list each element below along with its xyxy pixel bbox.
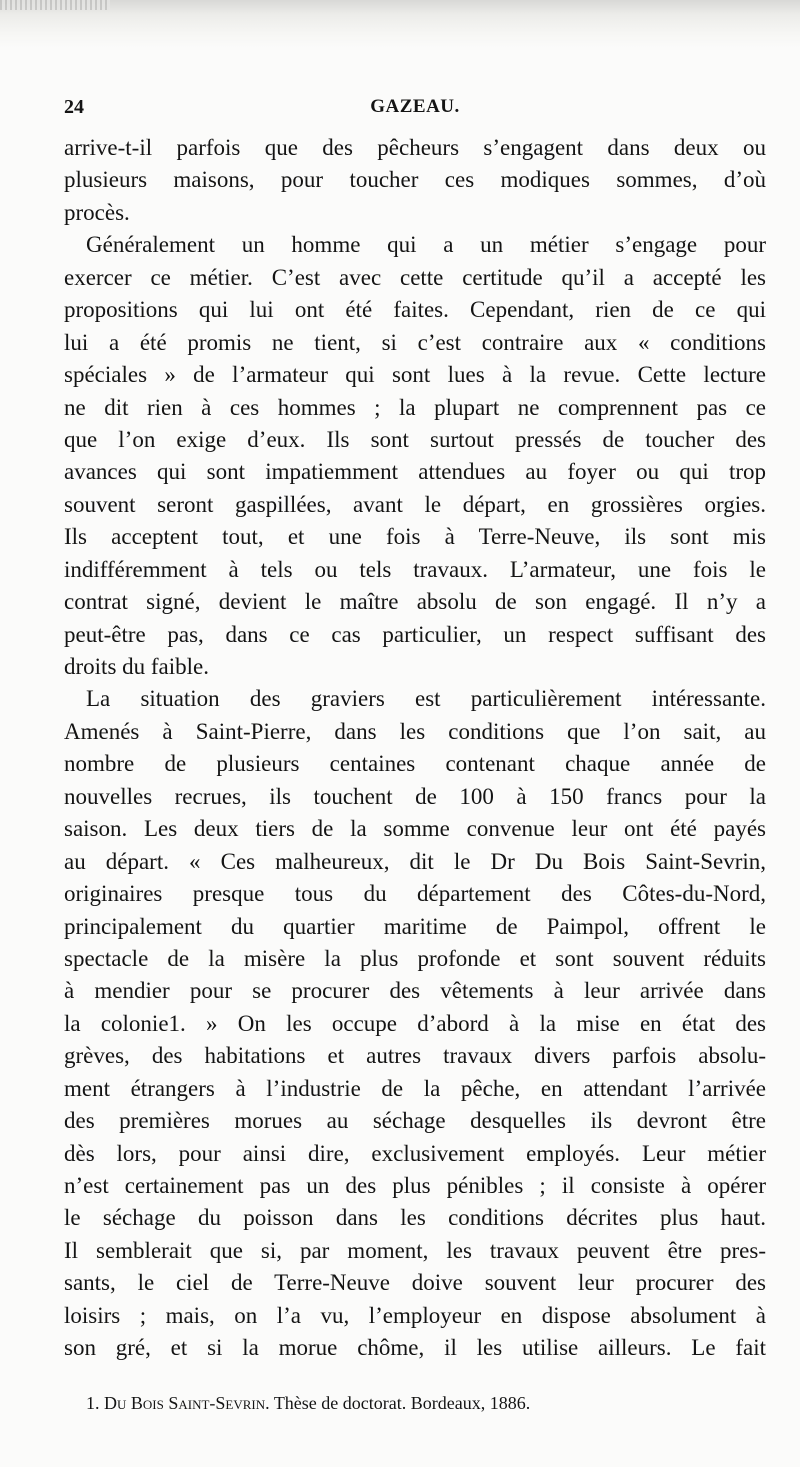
- text-line: spectacle de la misère la plus profonde et sont souvent réduits: [64, 945, 766, 971]
- running-title: GAZEAU.: [370, 96, 460, 117]
- text-line: sants, le ciel de Terre-Neuve doive souvent leur procurer des: [64, 1270, 766, 1296]
- text-line: La situation des graviers est particulièrement intéressante.: [86, 686, 766, 712]
- text-line: propositions qui lui ont été faites. Cependant, rien de ce qui: [64, 297, 766, 323]
- text-line: saison. Les deux tiers de la somme convenue leur ont été payés: [64, 816, 766, 842]
- text-line: à mendier pour se procurer des vêtements à leur arrivée dans: [64, 978, 766, 1004]
- running-head: [64, 96, 766, 122]
- text-line: originaires presque tous du département des Côtes-du-Nord,: [64, 881, 766, 907]
- text-line: n’est certainement pas un des plus pénibles ; il consiste à opérer: [64, 1173, 766, 1198]
- text-line: nombre de plusieurs centaines contenant chaque année de: [64, 751, 766, 777]
- footnote: [86, 1393, 530, 1414]
- text-line: contrat signé, devient le maître absolu de son engagé. Il n’y a: [64, 589, 766, 615]
- text-line: lui a été promis ne tient, si c’est contraire aux « conditions: [64, 329, 766, 355]
- text-line: loisirs ; mais, on l’a vu, l’employeur en dispose absolument à: [64, 1302, 766, 1328]
- text-line: Amenés à Saint-Pierre, dans les conditions que l’on sait, au: [64, 718, 766, 744]
- footnote-author: Du Bois Saint-Sevrin.: [104, 1393, 270, 1413]
- text-line: dès lors, pour ainsi dire, exclusivement employés. Leur métier: [64, 1140, 766, 1166]
- text-line: avances qui sont impatiemment attendues au foyer ou qui trop: [64, 459, 766, 485]
- text-line: souvent seront gaspillées, avant le départ, en grossières orgies.: [64, 491, 766, 517]
- text-line: plusieurs maisons, pour toucher ces modiques sommes, d’où: [64, 167, 766, 193]
- page-top-edge: [0, 0, 800, 48]
- page-number: 24: [64, 96, 84, 118]
- text-line: nouvelles recrues, ils touchent de 100 à 150 francs pour la: [64, 783, 766, 809]
- text-line: arrive-t-il parfois que des pêcheurs s’engagent dans deux ou: [64, 135, 766, 160]
- text-line: indifféremment à tels ou tels travaux. L’armateur, une fois le: [64, 556, 766, 582]
- text-line: exercer ce métier. C’est avec cette certitude qu’il a accepté les: [64, 264, 766, 290]
- footnote-marker: 1.: [86, 1393, 100, 1413]
- text-line: droits du faible.: [64, 654, 209, 679]
- text-line: Généralement un homme qui a un métier s’engage pour: [86, 232, 766, 258]
- text-line: son gré, et si la morue chôme, il les utilise ailleurs. Le fait: [64, 1335, 766, 1361]
- text-line: ment étrangers à l’industrie de la pêche, en attendant l’arrivée: [64, 1075, 766, 1101]
- text-line: principalement du quartier maritime de Paimpol, offrent le: [64, 913, 766, 939]
- text-line: la colonie1. » On les occupe d’abord à la mise en état des: [64, 1010, 766, 1036]
- text-line: que l’on exige d’eux. Ils sont surtout pressés de toucher des: [64, 426, 766, 452]
- text-line: grèves, des habitations et autres travaux divers parfois absolu-: [64, 1043, 766, 1069]
- text-line: le séchage du poisson dans les conditions décrites plus haut.: [64, 1205, 766, 1231]
- text-line: procès.: [64, 199, 130, 225]
- text-line: ne dit rien à ces hommes ; la plupart ne comprennent pas ce: [64, 394, 766, 420]
- text-line: des premières morues au séchage desquelles ils devront être: [64, 1108, 766, 1134]
- text-line: au départ. « Ces malheureux, dit le Dr Du Bois Saint-Sevrin,: [64, 848, 766, 874]
- body-text: [64, 132, 766, 1365]
- text-line: Il semblerait que si, par moment, les travaux peuvent être pres-: [64, 1237, 766, 1263]
- text-line: spéciales » de l’armateur qui sont lues à la revue. Cette lecture: [64, 362, 766, 388]
- text-line: peut-être pas, dans ce cas particulier, un respect suffisant des: [64, 621, 766, 647]
- footnote-text: Thèse de doctorat. Bordeaux, 1886.: [273, 1393, 531, 1413]
- text-line: Ils acceptent tout, et une fois à Terre-Neuve, ils sont mis: [64, 524, 766, 550]
